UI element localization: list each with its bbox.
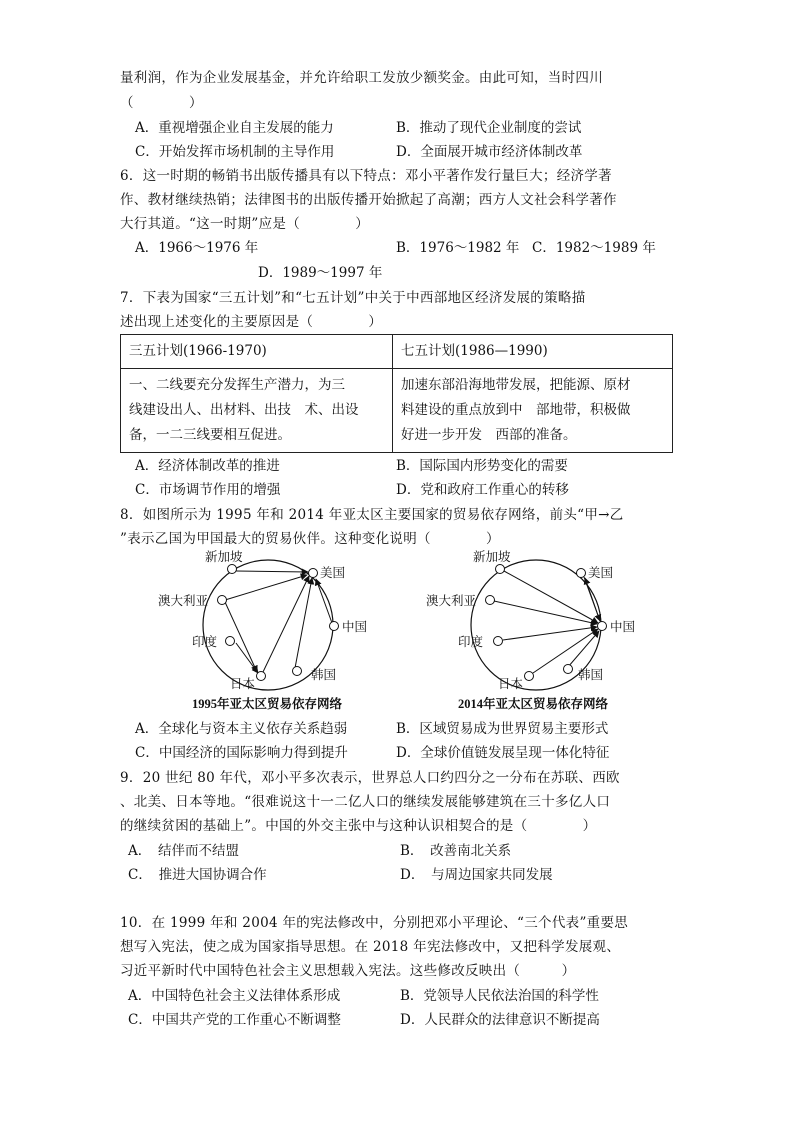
label-1995-australia: 澳大利亚 <box>158 593 209 608</box>
q8-option-b: B．区域贸易成为世界贸易主要形式 <box>396 721 609 737</box>
edge-2014-kr-cn <box>568 631 599 667</box>
edge-1995-cn-us <box>316 579 332 623</box>
label-2014-australia: 澳大利亚 <box>426 593 477 608</box>
edge-2014-in-cn <box>503 627 597 640</box>
q10-option-a: A．中国特色社会主义法律体系形成 <box>128 988 341 1004</box>
caption-1995: 1995年亚太区贸易依存网络 <box>192 697 343 711</box>
network-1995 <box>150 545 390 715</box>
edge-2014-cn-us <box>585 578 600 621</box>
label-2014-singapore: 新加坡 <box>473 549 511 564</box>
q6-option-b: B．1976～1982 年 <box>396 240 520 256</box>
q6-option-d: D．1989～1997 年 <box>258 265 383 281</box>
network-2014 <box>418 545 658 715</box>
q10-option-c: C．中国共产党的工作重心不断调整 <box>128 1012 341 1028</box>
node-1995-australia <box>218 596 227 605</box>
node-2014-usa <box>577 569 586 578</box>
q10-option-d: D．人民群众的法律意识不断提高 <box>400 1012 600 1028</box>
edge-1995-sg-us <box>236 571 308 572</box>
plan-cell-3rd: 一、二线要充分发挥生产潜力，为三 线建设出人、出材料、出技 术、出设 备，一二三线要相互促进。 <box>121 369 393 453</box>
q10-line-1: 10．在 1999 年和 2004 年的宪法修改中，分别把邓小平理论、“三个代表”重要思 <box>120 915 629 931</box>
q8-line-1: 8．如图所示为 1995 年和 2014 年亚太区主要国家的贸易依存网络，前头“甲→乙 <box>120 507 624 523</box>
node-1995-korea <box>293 667 302 676</box>
q9-line-2: 、北美、日本等地。“很难说这十一二亿人口的继续发展能够建筑在三十多亿人口 <box>120 794 611 810</box>
q7-option-c: C．市场调节作用的增强 <box>135 482 281 498</box>
caption-2014: 2014年亚太区贸易依存网络 <box>458 697 609 711</box>
q6-option-c: C．1982～1989 年 <box>532 240 656 256</box>
plan-header-3rd: 三五计划(1966-1970) <box>121 335 393 369</box>
q8-option-a: A．全球化与资本主义依存关系趋弱 <box>135 721 348 737</box>
intro-line-2: （ ） <box>120 95 203 111</box>
q10-line-2: 想写入宪法，使之成为国家指导思想。在 2018 年宪法修改中，又把科学发展观、 <box>120 939 621 955</box>
q8-line-2: ”表示乙国为甲国最大的贸易伙伴。这种变化说明（ ） <box>120 531 500 547</box>
edge-2014-au-cn <box>494 601 597 624</box>
q9-line-3: 的继续贫困的基础上”。中国的外交主张中与这种认识相契合的是（ ） <box>120 818 597 834</box>
q5-option-a: A．重视增强企业自主发展的能力 <box>135 120 334 136</box>
node-2014-india <box>494 637 503 646</box>
q6-line-3: 大行其道。“这一时期”应是（ ） <box>120 216 370 232</box>
plan-header-7th: 七五计划(1986—1990) <box>393 335 673 369</box>
node-2014-australia <box>486 596 495 605</box>
edge-1995-in-jp <box>236 643 258 673</box>
label-1995-india: 印度 <box>192 634 218 649</box>
q7-option-b: B．国际国内形势变化的需要 <box>396 458 568 474</box>
q6-line-2: 作、教材继续热销；法律图书的出版传播开始掀起了高潮；西方人文社会科学著作 <box>120 192 617 208</box>
q5-option-c: C．开始发挥市场机制的主导作用 <box>135 144 335 160</box>
q8-option-c: C．中国经济的国际影响力得到提升 <box>135 745 348 761</box>
node-2014-china <box>598 622 607 631</box>
node-1995-china <box>330 622 339 631</box>
q5-option-b: B．推动了现代企业制度的尝试 <box>396 120 582 136</box>
label-2014-japan: 日本 <box>498 676 524 691</box>
edge-1995-kr-us <box>295 578 312 668</box>
edge-1995-jp-us <box>263 576 309 672</box>
node-2014-singapore <box>496 565 505 574</box>
plan-cell-7th: 加速东部沿海地带发展，把能源、原材 料建设的重点放到中 部地带，积极做 好进一步开发 西部的准备。 <box>393 369 673 453</box>
q10-line-3: 习近平新时代中国特色社会主义思想载入宪法。这些修改反映出（ ） <box>120 963 576 979</box>
q8-option-d: D．全球价值链发展呈现一体化特征 <box>396 745 610 761</box>
node-2014-korea <box>564 665 573 674</box>
network-1995-svg <box>150 545 390 715</box>
label-2014-india: 印度 <box>458 634 484 649</box>
node-1995-india <box>226 637 235 646</box>
label-1995-japan: 日本 <box>230 676 256 691</box>
q9-option-b: B． 改善南北关系 <box>400 843 512 859</box>
q6-line-1: 6．这一时期的畅销书出版传播具有以下特点：邓小平著作发行量巨大；经济学著 <box>120 168 612 184</box>
q6-option-a: A．1966～1976 年 <box>135 240 259 256</box>
q9-option-d: D． 与周边国家共同发展 <box>400 867 553 883</box>
label-2014-china: 中国 <box>610 619 636 634</box>
node-1995-usa <box>309 569 318 578</box>
label-2014-usa: 美国 <box>588 565 614 580</box>
q7-option-d: D．党和政府工作重心的转移 <box>396 482 569 498</box>
node-1995-japan <box>257 672 266 681</box>
label-2014-korea: 韩国 <box>578 667 604 682</box>
q7-line-1: 7．下表为国家“三五计划”和“七五计划”中关于中西部地区经济发展的策略描 <box>120 290 586 306</box>
q5-option-d: D．全面展开城市经济体制改革 <box>396 144 583 160</box>
label-1995-usa: 美国 <box>320 565 346 580</box>
q10-option-b: B．党领导人民依法治国的科学性 <box>400 988 599 1004</box>
q7-line-2: 述出现上述变化的主要原因是（ ） <box>120 314 383 330</box>
label-1995-singapore: 新加坡 <box>205 549 243 564</box>
label-1995-korea: 韩国 <box>311 667 337 682</box>
network-2014-svg <box>418 545 658 715</box>
edge-1995-au-us <box>225 575 307 600</box>
intro-line-1: 量利润，作为企业发展基金，并允许给职工发放少额奖金。由此可知，当时四川 <box>120 70 603 86</box>
node-2014-japan <box>525 672 534 681</box>
q9-line-1: 9．20 世纪 80 年代，邓小平多次表示，世界总人口约四分之一分布在苏联、西欧 <box>120 770 620 786</box>
q7-option-a: A．经济体制改革的推进 <box>135 458 280 474</box>
q9-option-c: C． 推进大国协调合作 <box>128 867 267 883</box>
plan-table <box>120 334 673 453</box>
q9-option-a: A． 结伴而不结盟 <box>128 843 239 859</box>
label-1995-china: 中国 <box>342 619 368 634</box>
edge-2014-sg-cn <box>504 571 598 623</box>
node-1995-singapore <box>228 565 237 574</box>
